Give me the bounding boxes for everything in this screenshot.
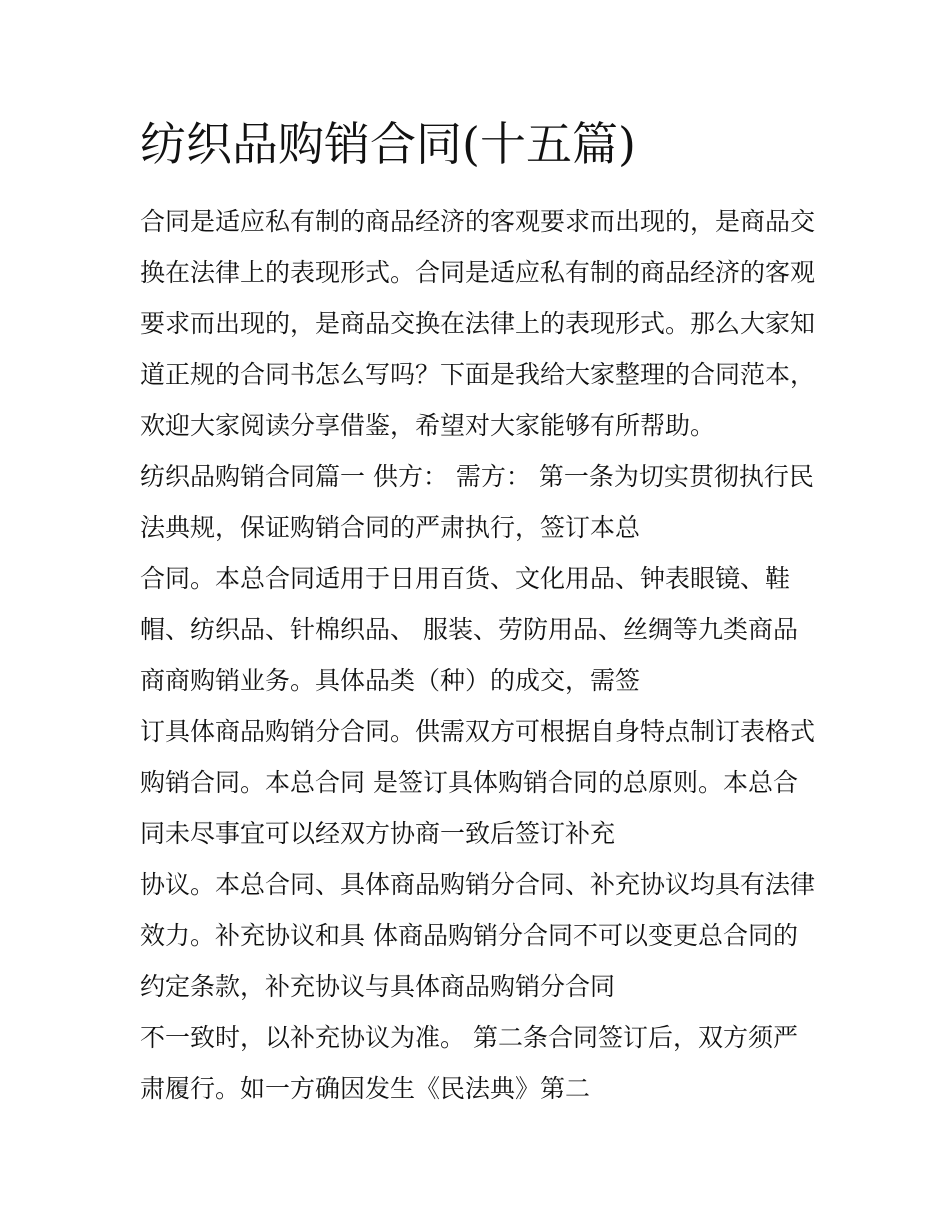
body-line: 纺织品购销合同篇一 供方： 需方： 第一条为切实贯彻执行民 [140,462,814,491]
body-line: 欢迎大家阅读分享借鉴，希望对大家能够有所帮助。 [140,411,716,440]
body-line: 订具体商品购销分合同。供需双方可根据自身特点制订表格式 [140,717,816,746]
body-line: 要求而出现的，是商品交换在法律上的表现形式。那么大家知 [140,309,816,338]
body-line: 道正规的合同书怎么写吗？下面是我给大家整理的合同范本， [140,360,816,389]
body-line: 帽、纺织品、针棉织品、 服装、劳防用品、丝绸等九类商品 [140,615,798,644]
body-line: 肃履行。如一方确因发生《民法典》第二 [140,1074,591,1103]
body-line: 换在法律上的表现形式。合同是适应私有制的商品经济的客观 [140,258,816,287]
body-line: 法典规，保证购销合同的严肃执行，签订本总 [140,513,641,542]
body-line: 约定条款，补充协议与具体商品购销分合同 [140,972,616,1001]
body-line: 同未尽事宜可以经双方协商一致后签订补充 [140,819,616,848]
body-line: 购销合同。本总合同 是签订具体购销合同的总原则。本总合 [140,768,798,797]
document-title: 纺织品购销合同(十五篇) [140,117,636,171]
body-line: 协议。本总合同、具体商品购销分合同、补充协议均具有法律 [140,870,816,899]
body-line: 商商购销业务。具体品类（种）的成交，需签 [140,666,641,695]
body-line: 效力。补充协议和具 体商品购销分合同不可以变更总合同的 [140,921,798,950]
body-line: 不一致时，以补充协议为准。 第二条合同签订后，双方须严 [140,1023,798,1052]
body-line: 合同是适应私有制的商品经济的客观要求而出现的，是商品交 [140,207,816,236]
body-line: 合同。本总合同适用于日用百货、文化用品、钟表眼镜、鞋 [140,564,791,593]
document-body [140,196,830,1114]
